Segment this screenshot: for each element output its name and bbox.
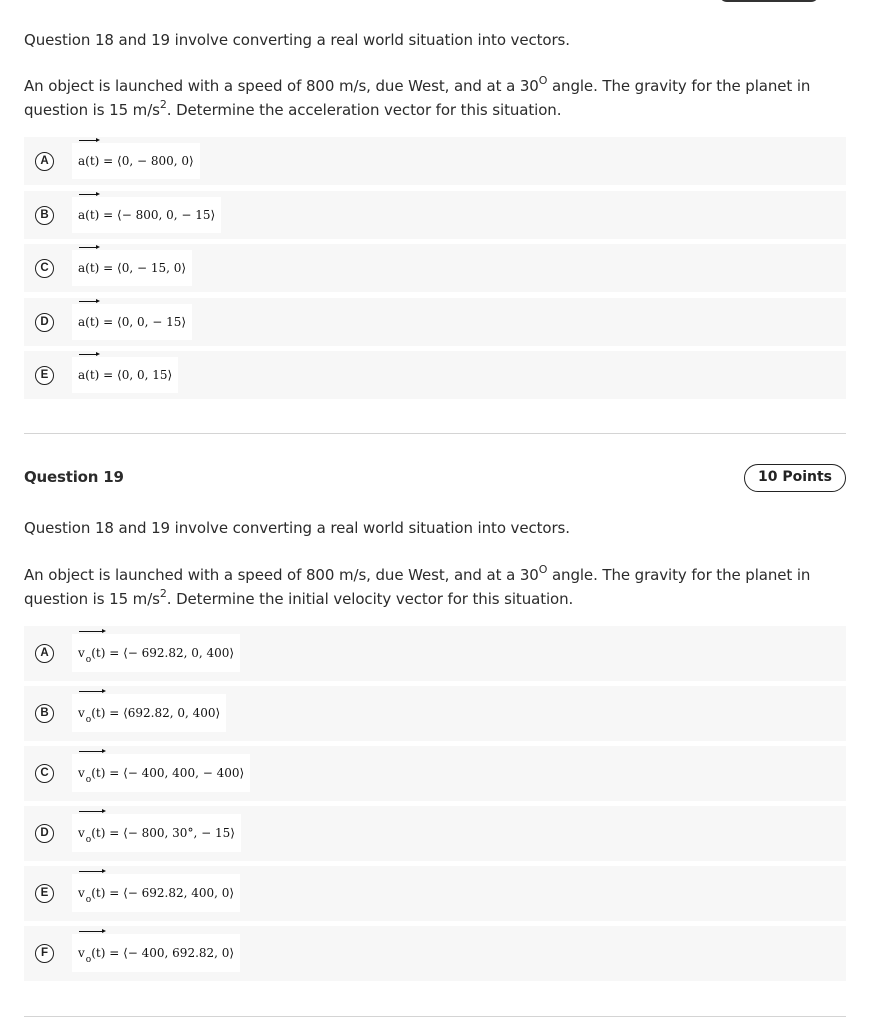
option-letter: B (35, 704, 54, 723)
option-letter: A (35, 644, 54, 663)
q19-title: Question 19 (24, 468, 124, 486)
vector-name: $v_o(t)$ (78, 814, 105, 854)
option-letter: A (35, 152, 54, 171)
vector-name: $v_o(t)$ (78, 934, 105, 974)
q18-option-e[interactable] (24, 351, 846, 399)
q19-option-b[interactable] (24, 686, 846, 741)
question-divider (24, 433, 846, 434)
option-letter: B (35, 206, 54, 225)
option-letter: F (35, 944, 54, 963)
option-letter: D (35, 824, 54, 843)
vector-name: a(t) (78, 250, 99, 286)
vector-name: a(t) (78, 143, 99, 179)
vector-name: $v_o(t)$ (78, 874, 105, 914)
q19-option-e[interactable] (24, 866, 846, 921)
option-formula: a(t) = ⟨0, 0, 15⟩ (72, 357, 178, 393)
vector-name: $v_o(t)$ (78, 634, 105, 674)
q19-option-c[interactable] (24, 746, 846, 801)
vector-name: a(t) (78, 304, 99, 340)
q18-option-c[interactable] (24, 244, 846, 292)
option-formula: a(t) = ⟨0, 0, − 15⟩ (72, 304, 192, 340)
q19-points-badge: 10 Points (744, 464, 846, 492)
option-formula: a(t) = ⟨0, − 15, 0⟩ (72, 250, 192, 286)
q18-option-d[interactable] (24, 298, 846, 346)
option-formula: $v_o(t)$ = ⟨− 400, 692.82, 0⟩ (72, 934, 240, 972)
q19-prompt: An object is launched with a speed of 800 m/s, due West, and at a $30^O$ angle. The gravity for the planet in question is 15 $m/s^2$. Determine the initial velocity vector for this situation. (24, 563, 811, 608)
q18-prompt: An object is launched with a speed of 800 m/s, due West, and at a $30^O$ angle. The gravity for the planet in question is 15 $m/s^2$. Determine the acceleration vector for this situation. (24, 74, 811, 119)
question-divider (24, 1016, 846, 1017)
option-formula: a(t) = ⟨0, − 800, 0⟩ (72, 143, 200, 179)
vector-name: a(t) (78, 197, 99, 233)
q18-intro: Question 18 and 19 involve converting a real world situation into vectors. (24, 31, 570, 49)
option-formula: $v_o(t)$ = ⟨− 692.82, 400, 0⟩ (72, 874, 240, 912)
option-formula: a(t) = ⟨− 800, 0, − 15⟩ (72, 197, 221, 233)
q19-option-a[interactable] (24, 626, 846, 681)
vector-name: $v_o(t)$ (78, 754, 105, 794)
option-formula: $v_o(t)$ = ⟨692.82, 0, 400⟩ (72, 694, 226, 732)
option-formula: $v_o(t)$ = ⟨− 692.82, 0, 400⟩ (72, 634, 240, 672)
q19-intro: Question 18 and 19 involve converting a real world situation into vectors. (24, 519, 570, 537)
q18-option-a[interactable] (24, 137, 846, 185)
option-letter: D (35, 313, 54, 332)
q19-option-d[interactable] (24, 806, 846, 861)
option-formula: $v_o(t)$ = ⟨− 800, 30°, − 15⟩ (72, 814, 241, 852)
option-letter: E (35, 366, 54, 385)
option-letter: C (35, 259, 54, 278)
q19-option-f[interactable] (24, 926, 846, 981)
vector-name: a(t) (78, 357, 99, 393)
previous-points-badge (719, 0, 819, 2)
option-letter: E (35, 884, 54, 903)
option-letter: C (35, 764, 54, 783)
q18-option-b[interactable] (24, 191, 846, 239)
vector-name: $v_o(t)$ (78, 694, 105, 734)
option-formula: $v_o(t)$ = ⟨− 400, 400, − 400⟩ (72, 754, 250, 792)
